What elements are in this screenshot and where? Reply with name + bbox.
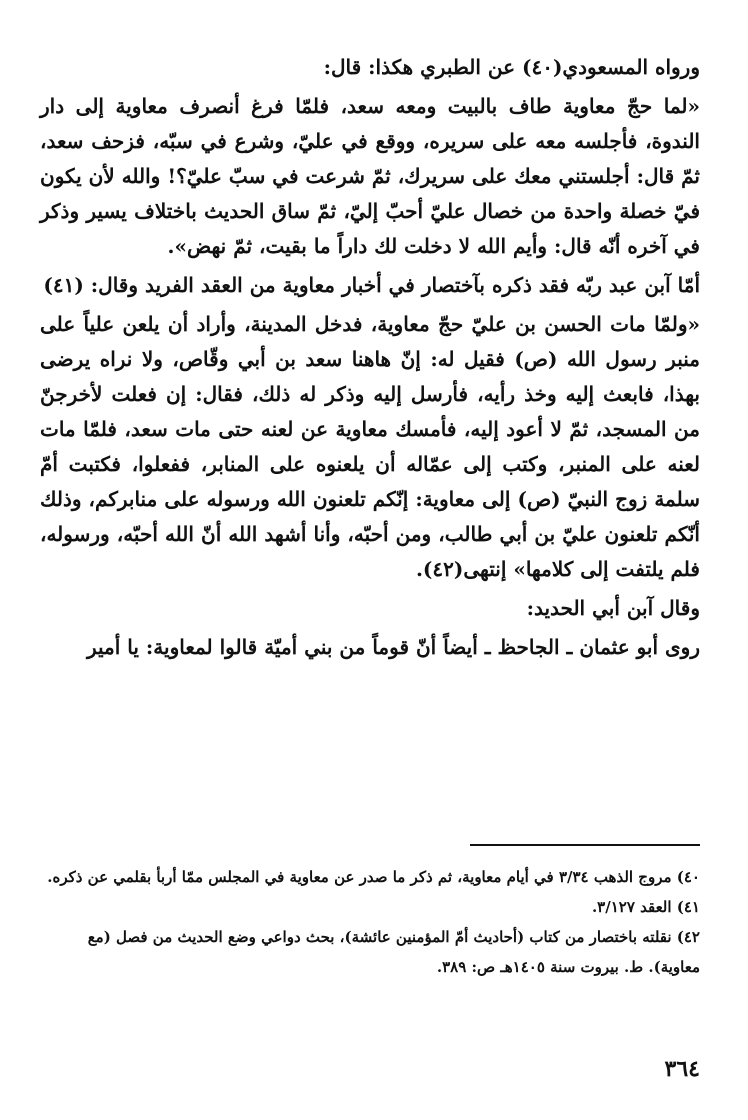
page-number: ٣٦٤ [664,1056,700,1082]
footnote-separator [470,844,700,846]
paragraph-ibn-abd-rabbih: أمّا آبن عبد ربّه فقد ذكره بآختصار في أخبار معاوية من العقد الفريد وقال: (٤١) [43,273,700,297]
paragraph-ibn-abi-hadid: وقال آبن أبي الحديد: [526,596,700,620]
footnote-40: ٤٠) مروج الذهب ٣/٣٤ في أيام معاوية، ثم ذكر ما صدر عن معاوية في المجلس ممّا أربأ بقلمي عن ذكره. [47,868,700,886]
main-text [40,50,700,665]
paragraph-jahiz: روى أبو عثمان ـ الجاحظ ـ أيضاً أنّ قوماً من بني أميّة قالوا لمعاوية: يا أمير [86,635,700,659]
footnote-41: ٤١) العقد ٣/١٢٧. [591,898,700,916]
footnote-42: ٤٢) نقلته باختصار من كتاب (أحاديث أمّ المؤمنين عائشة)، بحث دواعي وضع الحديث من فصل (مع معاوية). ط. بيروت سنة ١٤٠٥هـ ص: ٣٨٩. [87,928,700,976]
paragraph-intro-masudi: ورواه المسعودي(٤٠) عن الطبري هكذا: قال: [323,55,700,79]
paragraph-quote-saad: «لما حجّ معاوية طاف بالبيت ومعه سعد، فلمّا فرغ أنصرف معاوية إلى دار الندوة، فأجلسه معه على سريره، ووقع في عليّ، وشرع في سبّه، فزحف سعد، ثمّ قال: أجلستني معك على سريرك، ثمّ شرعت في سبّ عليّ؟! والله لأن يكون فيّ خصلة واحدة من خصال عليّ أحبّ إليّ، ثمّ ساق الحديث باختلاف يسير وذكر في آخره أنّه قال: وأيم الله لا دخلت لك داراً ما بقيت، ثمّ نهض». [40,94,700,258]
paragraph-quote-hasan: «ولمّا مات الحسن بن عليّ حجّ معاوية، فدخل المدينة، وأراد أن يلعن علياً على منبر رسول الله (ص) فقيل له: إنّ هاهنا سعد بن أبي وقّاص، ولا نراه يرضى بهذا، فابعث إليه وخذ رأيه، فأرسل إليه وذكر له ذلك، فقال: إن فعلت لأخرجنّ من المسجد، ثمّ لا أعود إليه، فأمسك معاوية عن لعنه حتى مات سعد، فلمّا مات لعنه على المنبر، وكتب إلى عمّاله أن يلعنوه على المنابر، ففعلوا، فكتبت أمّ سلمة زوج النبيّ (ص) إلى معاوية: إنّكم تلعنون الله ورسوله على منابركم، وذلك أنّكم تلعنون عليّ بن أبي طالب، ومن أحبّه، وأنا أشهد الله أنّ الله أحبّه، ورسوله، فلم يلتفت إلى كلامها» إنتهى(٤٢). [40,312,700,581]
footnotes [40,862,700,982]
